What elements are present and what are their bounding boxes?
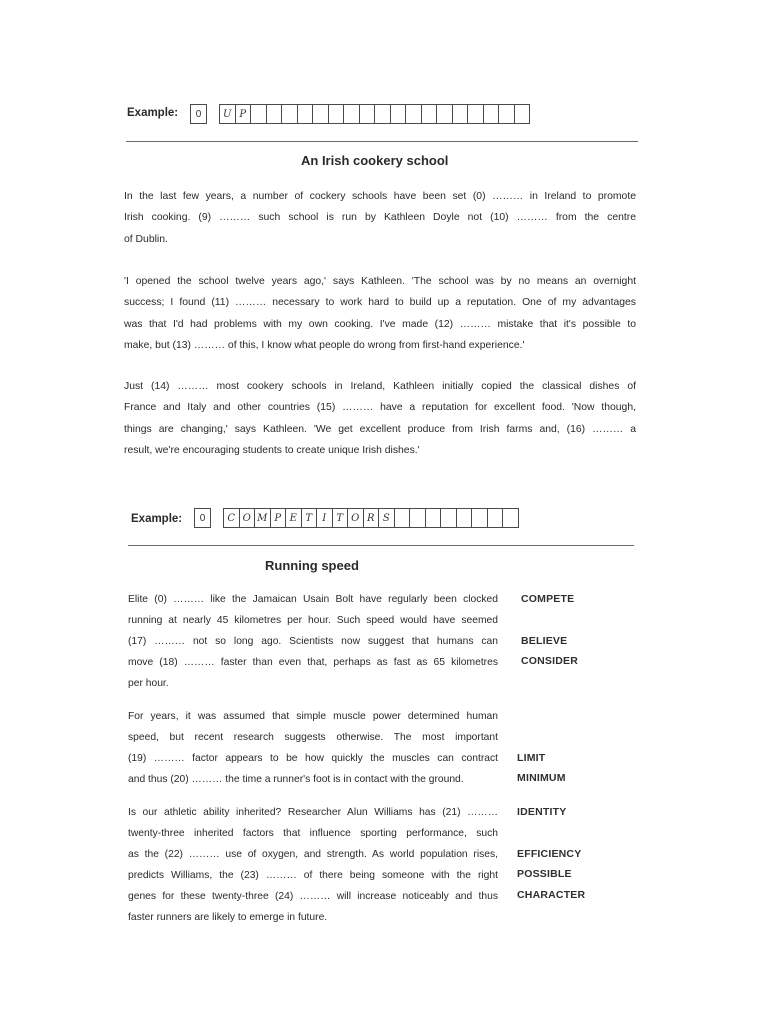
- answer-cell[interactable]: P: [235, 104, 252, 124]
- answer-cell[interactable]: S: [378, 508, 395, 528]
- text-line: Irish cooking. (9) ……… such school is run by Kathleen Doyle not (10) ……… from the centre: [124, 212, 636, 224]
- text-line: genes for these twenty-three (24) ……… will increase noticeably and thus: [128, 891, 498, 902]
- answer-cell[interactable]: I: [316, 508, 333, 528]
- text-line: per hour.: [128, 678, 169, 689]
- answer-cell[interactable]: [456, 508, 473, 528]
- word-stem-efficiency: EFFICIENCY: [517, 848, 582, 860]
- text-line: Elite (0) ……… like the Jamaican Usain Bolt have regularly been clocked: [128, 594, 498, 605]
- answer-cell[interactable]: [328, 104, 345, 124]
- answer-cell[interactable]: [312, 104, 329, 124]
- answer-cell[interactable]: [374, 104, 391, 124]
- answer-cell[interactable]: [390, 104, 407, 124]
- word-stem-compete: COMPETE: [521, 593, 575, 605]
- answer-cell[interactable]: R: [363, 508, 380, 528]
- answer-cell[interactable]: C: [223, 508, 240, 528]
- answer-cell[interactable]: E: [285, 508, 302, 528]
- answer-cell[interactable]: O: [239, 508, 256, 528]
- text-line: Is our athletic ability inherited? Researcher Alun Williams has (21) ………: [128, 807, 498, 818]
- answer-cell[interactable]: [266, 104, 283, 124]
- answer-cell[interactable]: [281, 104, 298, 124]
- answer-cell[interactable]: [421, 104, 438, 124]
- answer-cell[interactable]: [250, 104, 267, 124]
- answer-cell[interactable]: [440, 508, 457, 528]
- text-line: twenty-three inherited factors that influence sporting performance, such: [128, 828, 498, 839]
- word-stem-minimum: MINIMUM: [517, 772, 566, 784]
- answer-grid-2: [224, 508, 519, 528]
- answer-cell[interactable]: P: [270, 508, 287, 528]
- example-label-1: Example:: [127, 107, 179, 119]
- divider-2: [128, 545, 634, 546]
- example-label-2: Example:: [131, 513, 183, 525]
- text-line: faster runners are likely to emerge in future.: [128, 912, 328, 923]
- word-stem-believe: BELIEVE: [521, 635, 568, 647]
- text-line: (17) ……… not so long ago. Scientists now suggest that humans can: [128, 636, 498, 647]
- paragraph-1-1: [124, 186, 636, 250]
- text-line: (19) ……… factor appears to be how quickly the muscles can contract: [128, 753, 498, 764]
- answer-cell[interactable]: [471, 508, 488, 528]
- divider-1: [126, 141, 638, 142]
- paragraph-1-3: [124, 376, 636, 461]
- answer-cell[interactable]: [297, 104, 314, 124]
- text-line: running at nearly 45 kilometres per hour. Such speed would have seemed: [128, 615, 498, 626]
- example-number-box-2: 0: [194, 508, 211, 528]
- paragraph-2-1: [128, 589, 498, 694]
- answer-grid-1: [220, 104, 530, 124]
- answer-cell[interactable]: [502, 508, 519, 528]
- word-stem-possible: POSSIBLE: [517, 868, 572, 880]
- text-line: was that I'd had problems with my own cooking. I've made (12) ……… mistake that it's possible to: [124, 318, 636, 330]
- answer-cell[interactable]: [359, 104, 376, 124]
- example-number-box-1: 0: [190, 104, 207, 124]
- answer-cell[interactable]: [343, 104, 360, 124]
- answer-cell[interactable]: O: [347, 508, 364, 528]
- paragraph-1-2: [124, 271, 636, 356]
- word-stem-identity: IDENTITY: [517, 806, 567, 818]
- text-line: and thus (20) ……… the time a runner's foot is in contact with the ground.: [128, 774, 464, 785]
- word-stem-character: CHARACTER: [517, 889, 586, 901]
- answer-cell[interactable]: [409, 508, 426, 528]
- answer-cell[interactable]: [467, 104, 484, 124]
- text-line: make, but (13) ……… of this, I know what people do wrong from first-hand experience.': [124, 339, 525, 351]
- word-stem-limit: LIMIT: [517, 752, 546, 764]
- answer-cell[interactable]: U: [219, 104, 236, 124]
- answer-cell[interactable]: [425, 508, 442, 528]
- answer-cell[interactable]: [498, 104, 515, 124]
- answer-cell[interactable]: [514, 104, 531, 124]
- text-line: result, we're encouraging students to create unique Irish dishes.': [124, 444, 420, 456]
- answer-cell[interactable]: [394, 508, 411, 528]
- paragraph-2-2: [128, 706, 498, 790]
- answer-cell[interactable]: [436, 104, 453, 124]
- text-line: as the (22) ……… use of oxygen, and strength. As world population rises,: [128, 849, 498, 860]
- answer-cell[interactable]: [405, 104, 422, 124]
- answer-cell[interactable]: [487, 508, 504, 528]
- text-line: France and Italy and other countries (15) ……… have a reputation for excellent food. 'Now though,: [124, 402, 636, 414]
- answer-cell[interactable]: T: [301, 508, 318, 528]
- word-stem-consider: CONSIDER: [521, 655, 579, 667]
- text-line: speed, but recent research suggests otherwise. The most important: [128, 732, 498, 743]
- text-line: predicts Williams, the (23) ……… of there being someone with the right: [128, 870, 498, 881]
- text-line: In the last few years, a number of cockery schools have been set (0) ……… in Ireland to promote: [124, 191, 636, 202]
- answer-cell[interactable]: [483, 104, 500, 124]
- answer-cell[interactable]: M: [254, 508, 271, 528]
- text-line: of Dublin.: [124, 233, 168, 245]
- answer-cell[interactable]: [452, 104, 469, 124]
- text-line: 'I opened the school twelve years ago,' says Kathleen. 'The school was by no means an overnight: [124, 276, 636, 287]
- text-line: move (18) ……… faster than even that, perhaps as fast as 65 kilometres: [128, 657, 498, 668]
- text-line: things are changing,' says Kathleen. 'We get excellent produce from Irish farms and, (16) ……… a: [124, 423, 636, 435]
- answer-cell[interactable]: T: [332, 508, 349, 528]
- text-line: Just (14) ……… most cookery schools in Ireland, Kathleen initially copied the classical dishes of: [124, 381, 636, 392]
- section-title-1: An Irish cookery school: [301, 153, 449, 168]
- text-line: success; I found (11) ……… necessary to work hard to build up a reputation. One of my advantages: [124, 297, 636, 309]
- text-line: For years, it was assumed that simple muscle power determined human: [128, 711, 498, 722]
- section-title-2: Running speed: [265, 558, 359, 573]
- paragraph-2-3: [128, 802, 498, 928]
